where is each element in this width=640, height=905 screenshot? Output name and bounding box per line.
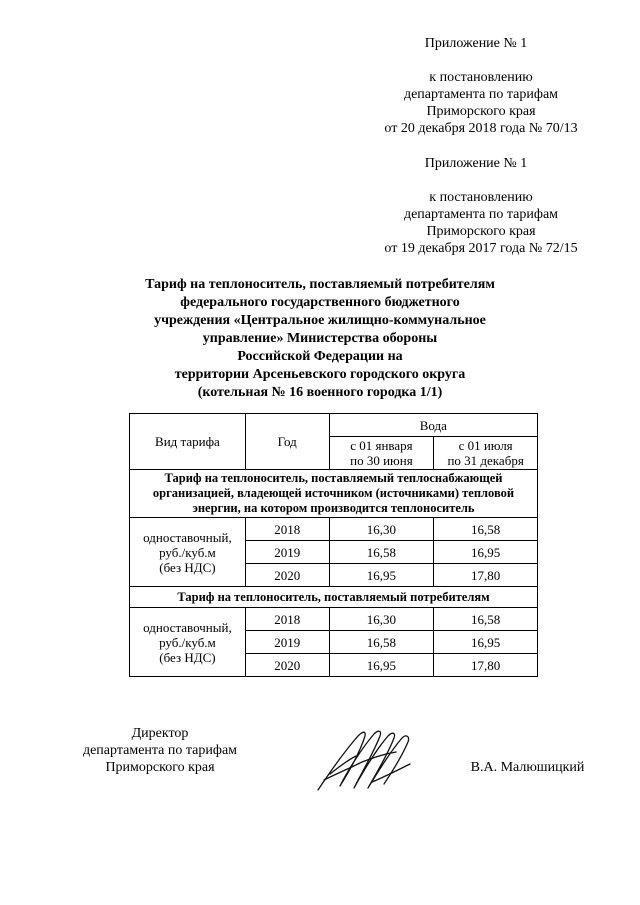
appendix-current: [370, 35, 592, 137]
h2-value: 17,80: [434, 564, 538, 587]
position-line: Директор: [131, 726, 189, 741]
appendix-line: к постановлению: [429, 70, 533, 85]
appendix-line: Приморского края: [426, 224, 536, 239]
title-line: (котельная № 16 военного городка 1/1): [197, 385, 443, 400]
title-line: территории Арсеньевского городского округа: [174, 367, 466, 382]
year-cell: 2020: [245, 654, 329, 677]
section-title-line: организацией, владеющей источником (источниками) тепловой: [152, 486, 515, 500]
year-cell: 2020: [245, 564, 329, 587]
tariff-type-line: одноставочный,: [143, 619, 232, 635]
handwritten-signature: [310, 722, 420, 797]
appendix-line: Приморского края: [426, 104, 536, 119]
tariff-type-cell: [130, 518, 246, 587]
appendix-title: Приложение № 1: [424, 36, 528, 51]
section-title: [130, 587, 538, 608]
year-cell: 2019: [245, 631, 329, 654]
h1-value: 16,30: [329, 608, 434, 631]
h2-value: 16,58: [434, 608, 538, 631]
h1-value: 16,95: [329, 564, 434, 587]
appendix-line: от 19 декабря 2017 года № 72/15: [384, 241, 578, 256]
section-title: [130, 470, 538, 518]
h2-value: 16,95: [434, 541, 538, 564]
header-period-2-start: с 01 июля: [458, 438, 513, 453]
tariff-type-line: (без НДС): [159, 559, 216, 575]
header-period-2: [434, 437, 538, 470]
header-period-1: [329, 437, 434, 470]
appendix-line: департамента по тарифам: [403, 87, 559, 102]
h2-value: 16,95: [434, 631, 538, 654]
tariff-type-line: одноставочный,: [143, 529, 232, 545]
position-line: Приморского края: [105, 760, 215, 775]
document-title: [110, 276, 530, 402]
h1-value: 16,58: [329, 631, 434, 654]
appendix-title: Приложение № 1: [424, 156, 528, 171]
tariff-type-line: (без НДС): [159, 649, 216, 665]
year-cell: 2018: [245, 518, 329, 541]
section-title-line: Тариф на теплоноситель, поставляемый потребителям: [177, 589, 490, 604]
header-period-1-end: по 30 июня: [350, 453, 413, 468]
h2-value: 16,58: [434, 518, 538, 541]
tariff-table: [129, 413, 538, 677]
section-title-line: Тариф на теплоноситель, поставляемый теплоснабжающей: [164, 471, 503, 485]
h2-value: 17,80: [434, 654, 538, 677]
signatory-position: [60, 725, 260, 776]
tariff-type-line: руб./куб.м: [159, 544, 216, 560]
tariff-type-cell: [130, 608, 246, 677]
header-tariff-type: Вид тарифа: [130, 414, 246, 470]
title-line: Тариф на теплоноситель, поставляемый потребителям: [145, 277, 495, 292]
appendix-line: к постановлению: [429, 190, 533, 205]
h1-value: 16,95: [329, 654, 434, 677]
h1-value: 16,58: [329, 541, 434, 564]
year-cell: 2018: [245, 608, 329, 631]
position-line: департамента по тарифам: [82, 743, 238, 758]
appendix-previous: [370, 155, 592, 257]
section-title-line: энергии, на котором производится теплоноситель: [192, 501, 475, 515]
appendix-line: департамента по тарифам: [403, 207, 559, 222]
header-period-1-start: с 01 января: [350, 438, 413, 453]
appendix-line: от 20 декабря 2018 года № 70/13: [384, 121, 578, 136]
header-period-2-end: по 31 декабря: [447, 453, 524, 468]
title-line: федерального государственного бюджетного: [180, 295, 460, 310]
header-year: Год: [245, 414, 329, 470]
signatory-name: В.А. Малюшицкий: [470, 760, 585, 775]
title-line: учреждения «Центральное жилищно-коммунальное: [154, 313, 486, 328]
h1-value: 16,30: [329, 518, 434, 541]
header-water: Вода: [329, 414, 537, 437]
title-line: Российской Федерации на: [237, 349, 403, 364]
title-line: управление» Министерства обороны: [202, 331, 438, 346]
tariff-type-line: руб./куб.м: [159, 634, 216, 650]
year-cell: 2019: [245, 541, 329, 564]
